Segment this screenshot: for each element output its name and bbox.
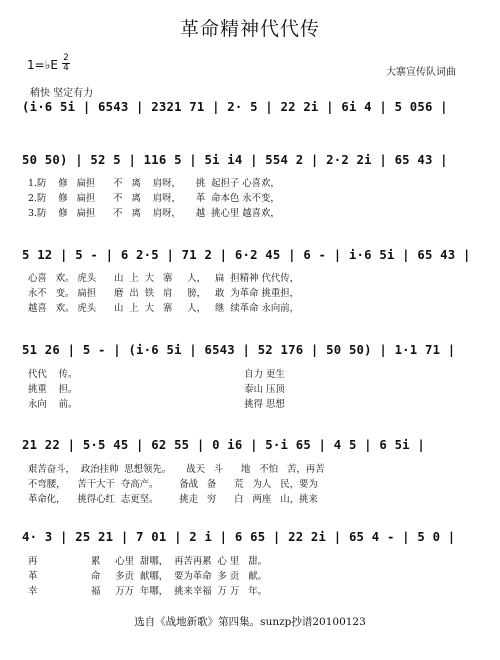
melody-line-6: 4· 3 | 25 21 | 7 01 | 2 i | 6 65 | 22 2i | 65 4 - | 5 0 | [22,530,456,544]
lyric-line-4-2: 挑重 担。 泰山 压顶 [28,384,285,395]
time-signature-bottom: 4 [63,63,69,73]
source-footer: 选自《战地新歌》第四集。sunzp抄谱20100123 [134,616,366,628]
lyric-line-6-1: 再 累 心里 甜哪， 再苦再累 心 里 甜。 [28,556,267,567]
composer-credit: 大寨宣传队词曲 [386,67,456,78]
lyric-line-6-3: 幸 福 万万 年哪， 挑来幸福 万 万 年。 [28,586,267,597]
lyric-line-6-2: 革 命 多贡 献哪， 要为革命 多 贡 献。 [28,571,267,582]
lyric-line-3-3: 越喜 欢。 虎头 山 上 大 寨 人， 继 续革命 永向前， [28,303,299,314]
lyric-line-5-2: 不弯腰， 苦干大干 夺高产。 备战 备 荒 为人 民，要为 [28,479,318,490]
melody-line-2: 50 50) | 52 5 | 116 5 | 5i i4 | 554 2 | 2·2 2i | 65 43 | [22,153,448,167]
melody-line-4: 51 26 | 5 - | (i·6 5i | 6543 | 52 176 | 50 50) | 1·1 71 | [22,343,456,357]
lyric-line-3-2: 永不 变。 扁担 磨 出 铁 肩 膀， 敢 为革命 挑重担， [28,288,299,299]
melody-line-5: 21 22 | 5·5 45 | 62 55 | 0 i6 | 5·i 65 | 4 5 | 6 5i | [22,438,425,452]
time-signature-top: 2 [63,53,69,63]
lyric-line-4-1: 代代 传。 自力 更生 [28,369,285,380]
melody-line-3: 5 12 | 5 - | 6 2·5 | 71 2 | 6·2 45 | 6 - | i·6 5i | 65 43 | [22,248,471,262]
lyric-line-2-3: 3.防 修 扁担 不 离 肩呀， 越 挑心里 越喜欢， [28,208,280,219]
lyric-line-4-3: 永向 前。 挑得 思想 [28,399,285,410]
time-signature [61,54,71,73]
song-title: 革命精神代代传 [179,18,320,40]
melody-line-1: (i·6 5i | 6543 | 2321 71 | 2· 5 | 22 2i | 6i 4 | 5 056 | [22,100,448,114]
lyric-line-5-3: 革命化， 挑得心红 志更坚。 挑走 穷 白 两座 山，挑来 [28,494,318,505]
lyric-line-5-1: 艰苦奋斗， 政治挂帅 思想领先。 战天 斗 地 不怕 苦，再苦 [28,464,325,475]
tempo-marking: 稍快 坚定有力 [30,88,94,99]
lyric-line-2-1: 1.防 修 扁担 不 离 肩呀， 挑 起担子 心喜欢， [28,178,280,189]
key-signature: 1=♭E [27,58,58,72]
lyric-line-3-1: 心喜 欢。 虎头 山 上 大 寨 人， 扁 担精神 代代传， [28,273,299,284]
lyric-line-2-2: 2.防 修 扁担 不 离 肩呀， 革 命本色 永不变， [28,193,280,204]
